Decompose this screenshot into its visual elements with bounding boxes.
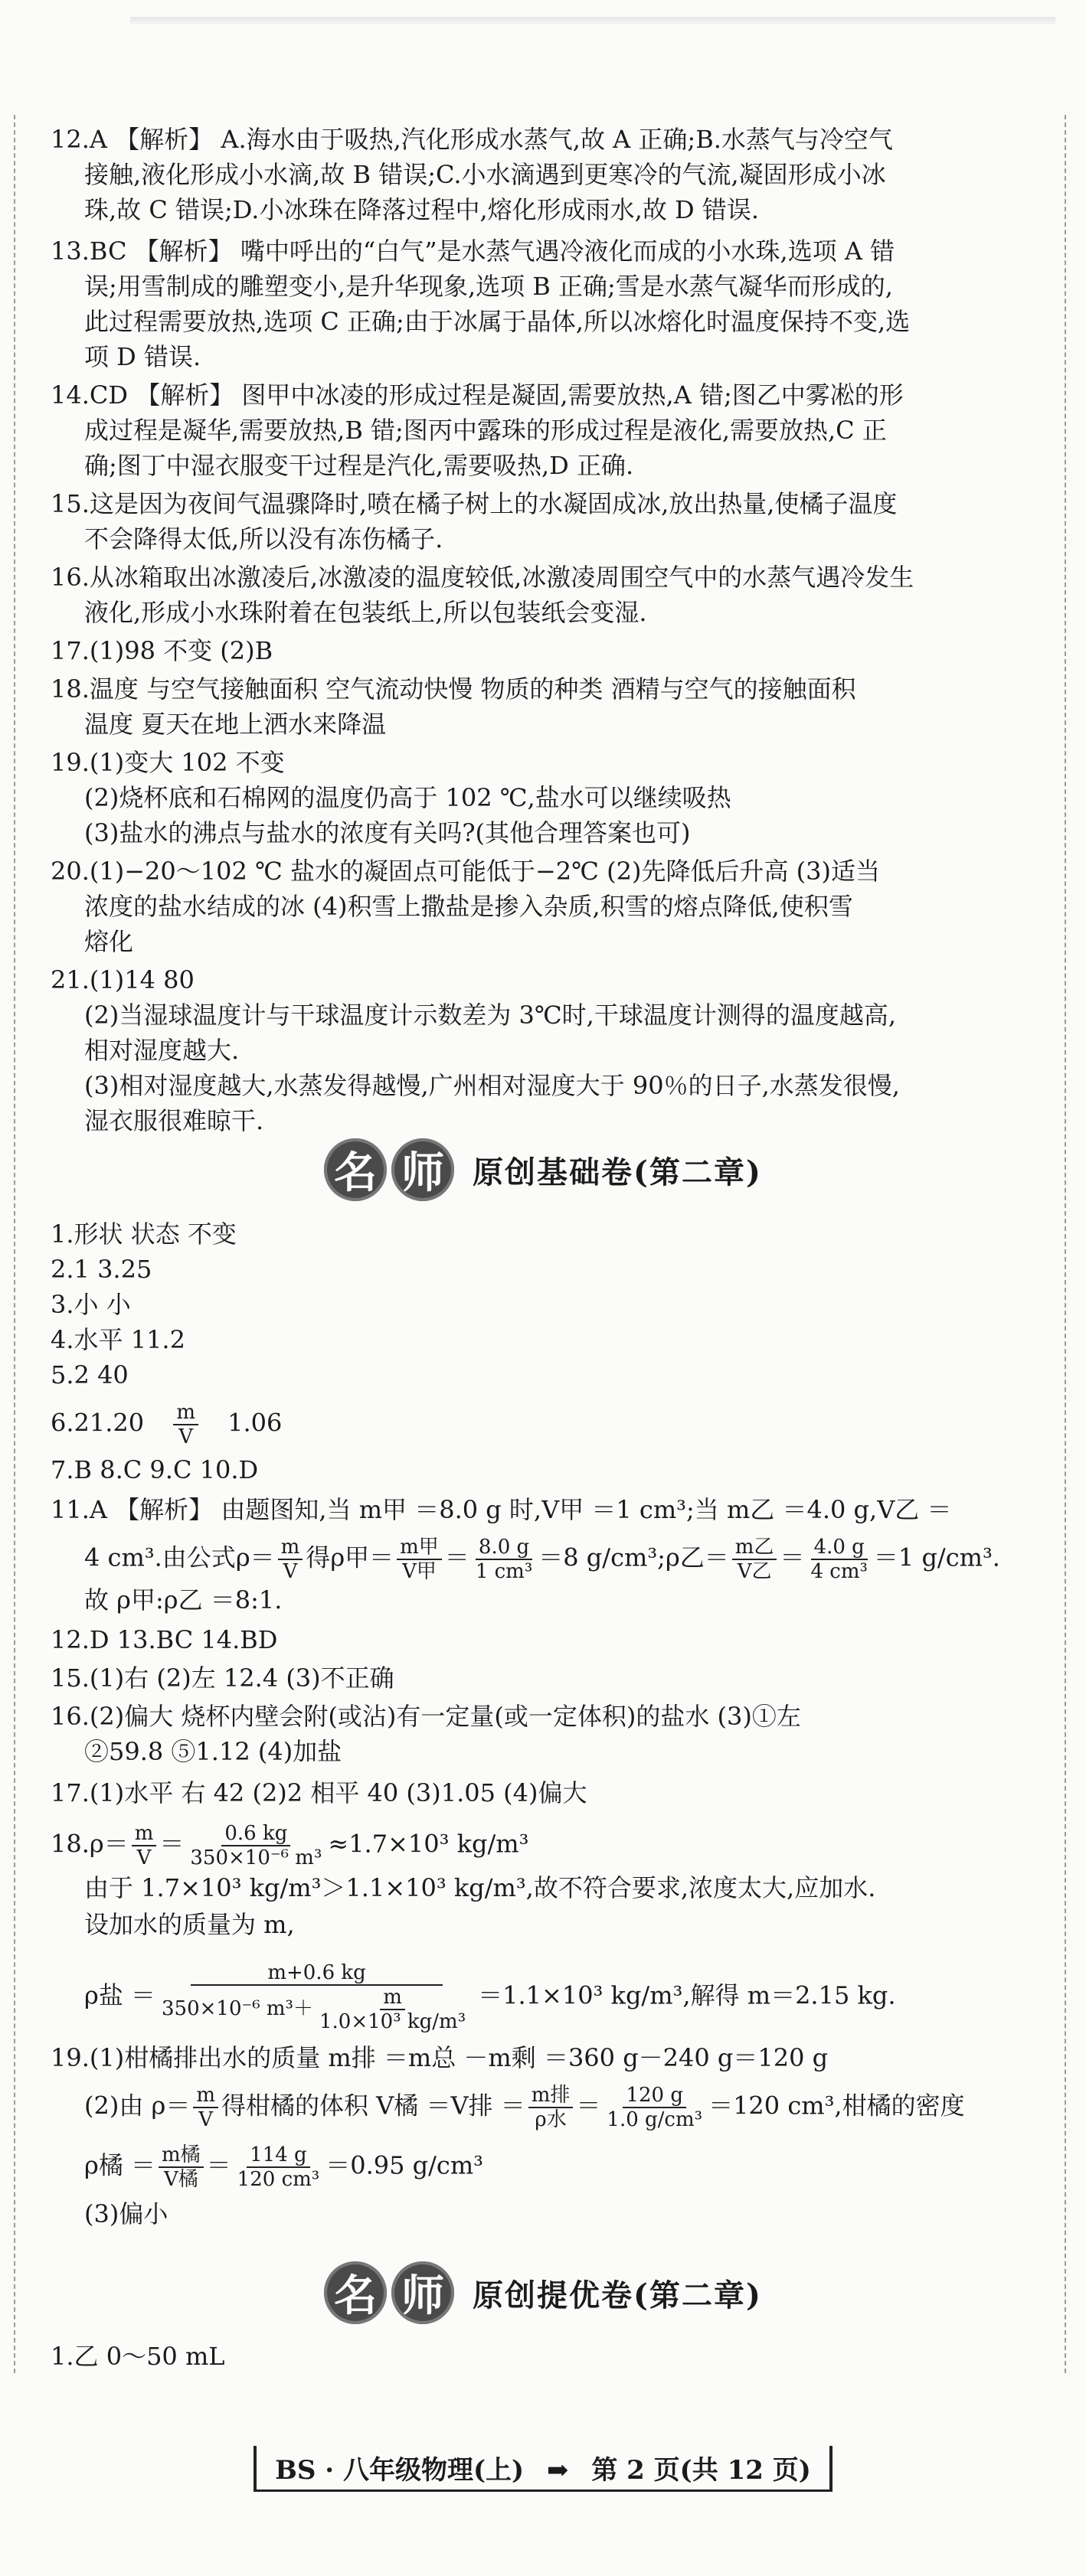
text: ＝120 cm³,柑橘的密度 (708, 2091, 965, 2121)
arrow-right-icon: ➡ (546, 2455, 569, 2486)
answer-line: 15.(1)右 (2)左 12.4 (3)不正确 (51, 1663, 394, 1693)
top-scan-rule (130, 17, 1055, 24)
fraction (187, 1822, 325, 1869)
answer-line: 由于 1.7×10³ kg/m³＞1.1×10³ kg/m³,故不符合要求,浓度太大,应加水. (84, 1873, 876, 1902)
text: ρ盐 ＝ (84, 1980, 155, 2010)
answer-line: 此过程需要放热,选项 C 正确;由于冰属于晶体,所以冰熔化时温度保持不变,选 (84, 307, 911, 336)
answer-line: 12.D 13.BC 14.BD (51, 1625, 278, 1654)
answer-line: 珠,故 C 错误;D.小冰珠在降落过程中,熔化形成雨水,故 D 错误. (84, 195, 759, 224)
answer-line: (3)相对湿度越大,水蒸发得越慢,广州相对湿度大于 90％的日子,水蒸发很慢, (84, 1071, 900, 1100)
numerator: m甲 (397, 1536, 442, 1560)
numerator: m (132, 1822, 157, 1846)
answer-line: 温度 夏天在地上洒水来降温 (84, 710, 387, 739)
answer-line-q11-formula: 4 cm³.由公式ρ＝ $\frac{m}{V}$ 得ρ甲＝ $\frac{\text{m甲}}{\text{V甲}}$ ＝ $\frac{8.0 g}{\text{1 cm³}}$ ＝8 g/cm³;ρ乙＝ $\frac{\text{m乙}}{\text{V乙}}$ ＝ $\frac{4.0 g}{\text{4 cm³}}$ ＝1 g/cm³. (84, 1536, 1000, 1583)
answer-line-q6 (51, 1401, 1063, 1448)
answer-line: 19.(1)柑橘排出水的质量 m排 ＝m总 －m剩 ＝360 g－240 g＝120 g (51, 2043, 829, 2072)
answer-line: 项 D 错误. (84, 342, 201, 371)
numerator: m (380, 1986, 405, 2010)
denominator: V甲 (402, 1560, 437, 1583)
answer-line: 接触,液化形成小水滴,故 B 错误;C.小水滴遇到更寒冷的气流,凝固形成小冰 (84, 160, 886, 189)
denominator: V (178, 1425, 194, 1448)
denominator: ρ水 (535, 2108, 567, 2131)
numerator: 114 g (247, 2143, 310, 2168)
answer-line: 1.形状 状态 不变 (51, 1219, 237, 1249)
answer-line: 相对湿度越大. (84, 1036, 240, 1065)
fraction (807, 1536, 870, 1583)
denominator: 120 cm³ (237, 2168, 320, 2191)
text: 得 (306, 1543, 331, 1572)
numerator: 8.0 g (476, 1536, 532, 1560)
denominator: 1.0 g/cm³ (607, 2108, 703, 2131)
numerator: m乙 (732, 1536, 777, 1560)
section-title: 原创基础卷(第二章) (473, 1154, 762, 1190)
text: 350×10⁻⁶ m³＋ (162, 1997, 313, 2020)
numerator: m+0.6 kg (191, 1961, 442, 1986)
denominator (159, 1986, 475, 2033)
footer-page-number: 第 2 页(共 12 页) (591, 2455, 811, 2486)
fraction (173, 1401, 198, 1448)
fraction (528, 2084, 574, 2131)
section-header (0, 2254, 1086, 2331)
text: 得柑橘的体积 V橘 ＝V排 ＝ (221, 2091, 525, 2121)
answer-line: 湿衣服很难晾干. (84, 1106, 264, 1135)
answer-line: 2.1 3.25 (51, 1255, 152, 1284)
answer-line: 设加水的质量为 m, (84, 1910, 295, 1939)
text: 18.ρ＝ (51, 1829, 129, 1859)
text: 4 cm³.由公式 (84, 1543, 236, 1572)
text: ρ橘 ＝ (84, 2150, 155, 2180)
answer-line: (3)盐水的沸点与盐水的浓度有关吗?(其他合理答案也可) (84, 818, 691, 847)
section-header (0, 1131, 1086, 1208)
header-badge-shi: 师 (391, 1138, 454, 1201)
numerator: 120 g (623, 2084, 686, 2108)
answer-line: 14.CD 【解析】 图甲中冰凌的形成过程是凝固,需要放热,A 错;图乙中雾凇的形 (51, 380, 904, 410)
denominator: 4 cm³ (810, 1560, 868, 1583)
denominator: 1 cm³ (475, 1560, 533, 1583)
numerator: m (173, 1401, 198, 1425)
fraction (234, 2143, 323, 2191)
text: (2)由 ρ＝ (84, 2091, 191, 2121)
numerator: m橘 (159, 2143, 204, 2168)
answer-line: (2)烧杯底和石棉网的温度仍高于 102 ℃,盐水可以继续吸热 (84, 783, 731, 812)
answer-line: 成过程是凝华,需要放热,B 错;图丙中露珠的形成过程是液化,需要放热,C 正 (84, 416, 887, 445)
q6-suffix: 1.06 (227, 1408, 283, 1438)
answer-line: 熔化 (84, 927, 134, 956)
right-margin-line (1065, 115, 1066, 2373)
denominator: V橘 (163, 2168, 198, 2191)
text: ＝0.95 g/cm³ (325, 2150, 483, 2180)
footer-book: BS · 八年级物理(上) (275, 2455, 525, 2486)
fraction (159, 2143, 204, 2191)
fraction (732, 1536, 777, 1583)
fraction (604, 2084, 705, 2131)
numerator: m排 (528, 2084, 574, 2108)
text: ＝8 g/cm³; (538, 1543, 666, 1572)
answer-line-q19-density (84, 2143, 1063, 2191)
answer-line-q18-formula (51, 1822, 1063, 1869)
left-margin-line (14, 115, 15, 2373)
text: ＝ (159, 1829, 185, 1859)
answer-line: 13.BC 【解析】 嘴中呼出的“白气”是水蒸气遇冷液化而成的小水珠,选项 A 错 (51, 237, 895, 266)
text: ≈1.7×10³ kg/m³ (328, 1829, 529, 1859)
answer-line: 17.(1)98 不变 (2)B (51, 636, 273, 665)
denominator: V (198, 2108, 214, 2131)
header-badge-ming: 名 (324, 1138, 387, 1201)
header-badge-shi: 师 (391, 2261, 454, 2324)
answer-line: 5.2 40 (51, 1360, 129, 1389)
section-title: 原创提优卷(第二章) (473, 2277, 762, 2313)
answer-line: 确;图丁中湿衣服变干过程是汽化,需要吸热,D 正确. (84, 451, 634, 480)
denominator: 1.0×10³ kg/m³ (319, 2010, 466, 2033)
answer-line: ②59.8 ⑤1.12 (4)加盐 (84, 1737, 342, 1766)
answer-line: (3)偏小 (84, 2199, 168, 2228)
fraction (159, 1961, 475, 2033)
header-badge-ming: 名 (324, 2261, 387, 2324)
answer-line: 7.B 8.C 9.C 10.D (51, 1455, 259, 1484)
answer-line: 4.水平 11.2 (51, 1325, 185, 1354)
numerator: m (278, 1536, 303, 1560)
answer-line: 12.A 【解析】 A.海水由于吸热,汽化形成水蒸气,故 A 正确;B.水蒸气与冷空气 (51, 125, 893, 154)
answer-line-q19-volume (84, 2084, 1063, 2131)
fraction (132, 1822, 157, 1869)
text: ＝ (206, 2150, 231, 2180)
answer-line: 17.(1)水平 右 42 (2)2 相平 40 (3)1.05 (4)偏大 (51, 1778, 587, 1807)
numerator: 4.0 g (811, 1536, 868, 1560)
answer-line: 21.(1)14 80 (51, 965, 195, 994)
answer-line: 20.(1)−20～102 ℃ 盐水的凝固点可能低于−2℃ (2)先降低后升高 (3)适当 (51, 857, 880, 886)
fraction (316, 1986, 469, 2033)
text: ρ乙＝ (665, 1543, 729, 1572)
fraction (473, 1536, 535, 1583)
answer-line: 液化,形成小水珠附着在包装纸上,所以包装纸会变湿. (84, 598, 647, 627)
answer-line: 误;用雪制成的雕塑变小,是升华现象,选项 B 正确;雪是水蒸气凝华而形成的, (84, 272, 893, 301)
q6-prefix: 6.21.20 (51, 1408, 145, 1438)
answer-line: 15.这是因为夜间气温骤降时,喷在橘子树上的水凝固成冰,放出热量,使橘子温度 (51, 489, 898, 518)
answer-line: 1.乙 0～50 mL (51, 2342, 225, 2371)
answer-line-q18-salt (84, 1961, 1063, 2033)
fraction (397, 1536, 442, 1583)
denominator: V (283, 1560, 298, 1583)
text: ＝ (576, 2091, 601, 2121)
answer-line: 故 ρ甲:ρ乙 ＝8:1. (84, 1585, 283, 1614)
numerator: m (193, 2084, 218, 2108)
text: ＝1.1×10³ kg/m³,解得 m＝2.15 kg. (478, 1980, 896, 2010)
text: ＝1 g/cm³. (873, 1543, 1000, 1572)
denominator: V乙 (737, 1560, 772, 1583)
answer-line: 3.小 小 (51, 1290, 131, 1319)
answer-line: 19.(1)变大 102 不变 (51, 748, 285, 777)
denominator: V (136, 1846, 152, 1869)
answer-line: 不会降得太低,所以没有冻伤橘子. (84, 524, 443, 553)
text: ρ甲＝ (330, 1543, 394, 1572)
fraction (278, 1536, 303, 1583)
fraction (193, 2084, 218, 2131)
answer-line: 浓度的盐水结成的冰 (4)积雪上撒盐是掺入杂质,积雪的熔点降低,使积雪 (84, 892, 853, 921)
numerator: 0.6 kg (221, 1822, 290, 1846)
answer-line: 18.温度 与空气接触面积 空气流动快慢 物质的种类 酒精与空气的接触面积 (51, 674, 856, 704)
denominator: 350×10⁻⁶ m³ (190, 1846, 322, 1869)
footer-box (254, 2446, 832, 2492)
answer-line: 11.A 【解析】 由题图知,当 m甲 ＝8.0 g 时,V甲 ＝1 cm³;当 m乙 ＝4.0 g,V乙 ＝ (51, 1495, 952, 1524)
answer-line: 16.从冰箱取出冰激凌后,冰激凌的温度较低,冰激凌周围空气中的水蒸气遇冷发生 (51, 563, 914, 592)
text: ρ＝ (235, 1543, 275, 1572)
answer-line: (2)当湿球温度计与干球温度计示数差为 3℃时,干球温度计测得的温度越高, (84, 1001, 897, 1030)
answer-line: 16.(2)偏大 烧杯内壁会附(或沾)有一定量(或一定体积)的盐水 (3)①左 (51, 1702, 801, 1731)
page-footer (0, 2446, 1086, 2492)
